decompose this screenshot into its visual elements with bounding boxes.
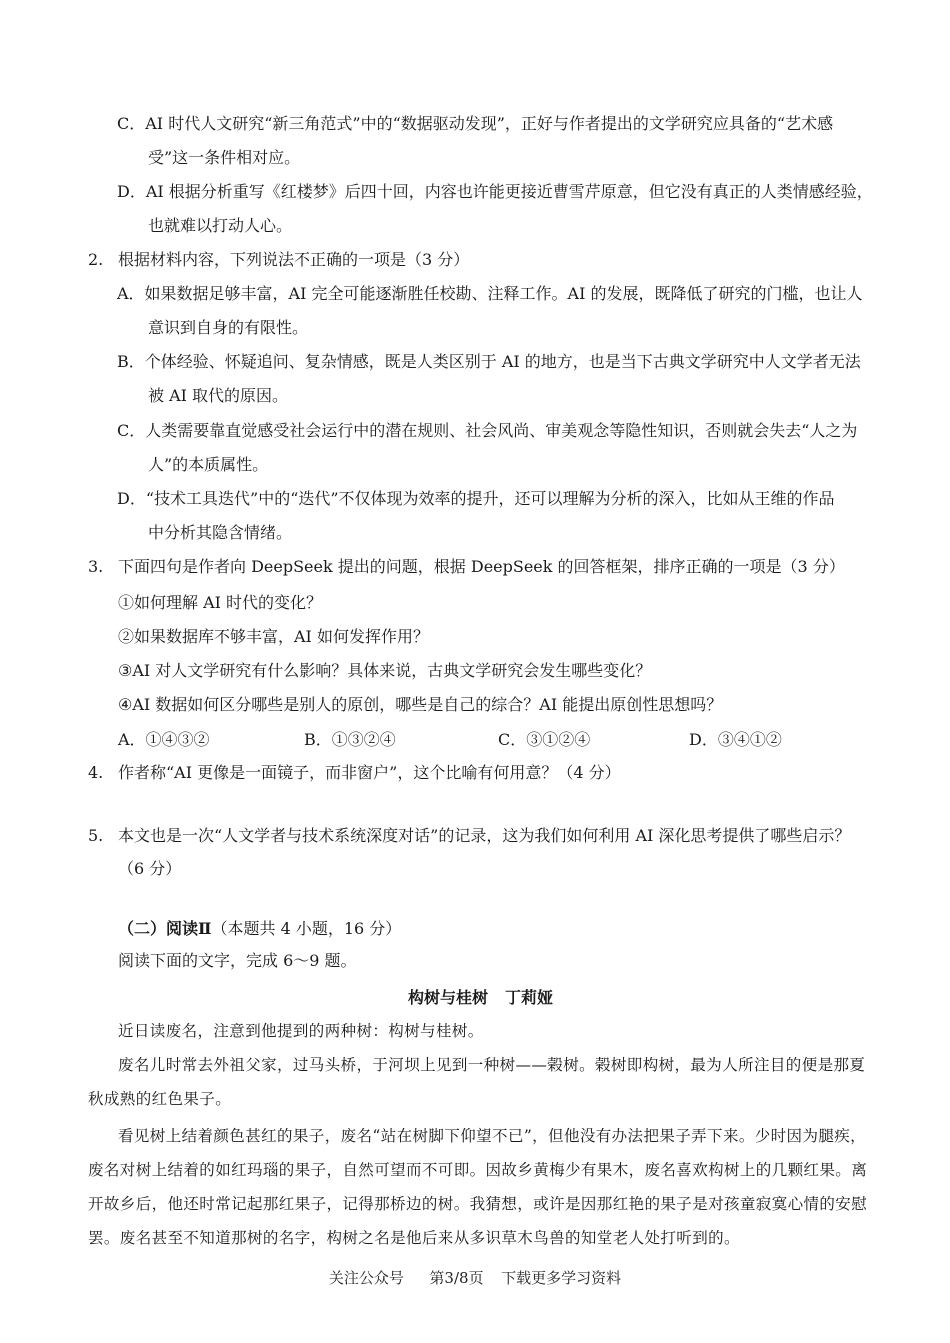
article-paragraph-2-line2: 秋成熟的红色果子。: [88, 1090, 232, 1108]
q1-option-c-line1: C．AI 时代人文研究“新三角范式”中的“数据驱动发现”，正好与作者提出的文学研究应具备的“艺术感: [117, 114, 834, 133]
q2-stem: 根据材料内容，下列说法不正确的一项是（3 分）: [118, 250, 470, 269]
q2-option-d-line1: D．“技术工具迭代”中的“迭代”不仅体现为效率的提升，还可以理解为分析的深入，比如从王维的作品: [117, 489, 835, 508]
q3-sentence-1: ①如何理解 AI 时代的变化？: [118, 593, 323, 612]
article-paragraph-3-line3: 开故乡后，他还时常记起那红果子，记得那桥边的树。我猜想，或许是因那红艳的果子是对孩童寂寞心情的安慰: [88, 1195, 868, 1213]
q1-option-d-line1: D．AI 根据分析重写《红楼梦》后四十回，内容也许能更接近曹雪芹原意，但它没有真正的人类情感经验，: [117, 182, 873, 201]
article-paragraph-1: 近日读废名，注意到他提到的两种树：构树与桂树。: [118, 1022, 484, 1040]
page-number: 第3/8页: [429, 1269, 484, 1287]
section-heading-title: （二）阅读Ⅱ: [118, 919, 212, 938]
article-title: 构树与桂树: [408, 988, 489, 1007]
q1-option-d-line2: 也就难以打动人心。: [148, 216, 293, 235]
q2-option-b-line1: B．个体经验、怀疑追问、复杂情感，既是人类区别于 AI 的地方，也是当下古典文学研究中人文学者无法: [117, 352, 861, 371]
footer-download-text: 下载更多学习资料: [501, 1269, 622, 1287]
q2-option-a-line1: A．如果数据足够丰富，AI 完全可能逐渐胜任校勘、注释工作。AI 的发展，既降低了研究的门槛，也让人: [117, 284, 863, 303]
article-paragraph-3-line1: 看见树上结着颜色甚红的果子，废名“站在树脚下仰望不已”，但他没有办法把果子弄下来。少时因为腿疾，: [118, 1127, 867, 1145]
q4-stem: 作者称“AI 更像是一面镜子，而非窗户”，这个比喻有何用意？（4 分）: [118, 763, 621, 782]
section-instruction: 阅读下面的文字，完成 6～9 题。: [118, 951, 357, 970]
q5-number: 5.: [88, 826, 104, 845]
q3-number: 3.: [88, 557, 104, 576]
q2-option-c-line2: 人”的本质属性。: [148, 455, 269, 474]
q3-option-b: B．①③②④: [304, 730, 396, 749]
q5-stem-line1: 本文也是一次“人文学者与技术系统深度对话”的记录，这为我们如何利用 AI 深化思考提供了哪些启示？: [118, 826, 851, 845]
section-heading-note: （本题共 4 小题，16 分）: [211, 919, 402, 938]
article-paragraph-3-line2: 废名对树上结着的如红玛瑙的果子，自然可望而不可即。因故乡黄梅少有果木，废名喜欢构树上的几颗红果。离: [88, 1161, 868, 1179]
q2-option-d-line2: 中分析其隐含情绪。: [148, 523, 293, 542]
q4-number: 4.: [88, 763, 104, 782]
article-author: 丁莉娅: [505, 988, 554, 1007]
q3-stem: 下面四句是作者向 DeepSeek 提出的问题，根据 DeepSeek 的回答框架，排序正确的一项是（3 分）: [118, 557, 845, 576]
page-footer: [0, 1267, 950, 1288]
q3-option-a: A．①④③②: [118, 730, 210, 749]
q3-sentence-4: ④AI 数据如何区分哪些是别人的原创，哪些是自己的综合？AI 能提出原创性思想吗？: [118, 695, 723, 714]
q2-option-a-line2: 意识到自身的有限性。: [148, 318, 309, 337]
q5-stem-line2: （6 分）: [118, 859, 182, 878]
q3-option-d: D．③④①②: [689, 730, 782, 749]
q2-option-b-line2: 被 AI 取代的原因。: [148, 386, 289, 405]
q1-option-c-line2: 受”这一条件相对应。: [148, 148, 301, 167]
q3-sentence-2: ②如果数据库不够丰富，AI 如何发挥作用？: [118, 627, 429, 646]
article-paragraph-3-line4: 罢。废名甚至不知道那树的名字，构树之名是他后来从多识草木鸟兽的知堂老人处打听到的。: [88, 1229, 740, 1247]
section-heading: [118, 918, 401, 940]
q2-number: 2.: [88, 250, 104, 269]
q3-option-c: C．③①②④: [498, 730, 591, 749]
article-paragraph-2-line1: 废名儿时常去外祖父家，过马头桥，于河坝上见到一种树——榖树。榖树即构树，最为人所注目的便是那夏: [118, 1056, 866, 1074]
q2-option-c-line1: C．人类需要靠直觉感受社会运行中的潜在规则、社会风尚、审美观念等隐性知识，否则就会失去“人之为: [117, 421, 858, 440]
q3-sentence-3: ③AI 对人文学研究有什么影响？具体来说，古典文学研究会发生哪些变化？: [118, 661, 652, 680]
footer-follow-text: 关注公众号: [328, 1269, 404, 1287]
